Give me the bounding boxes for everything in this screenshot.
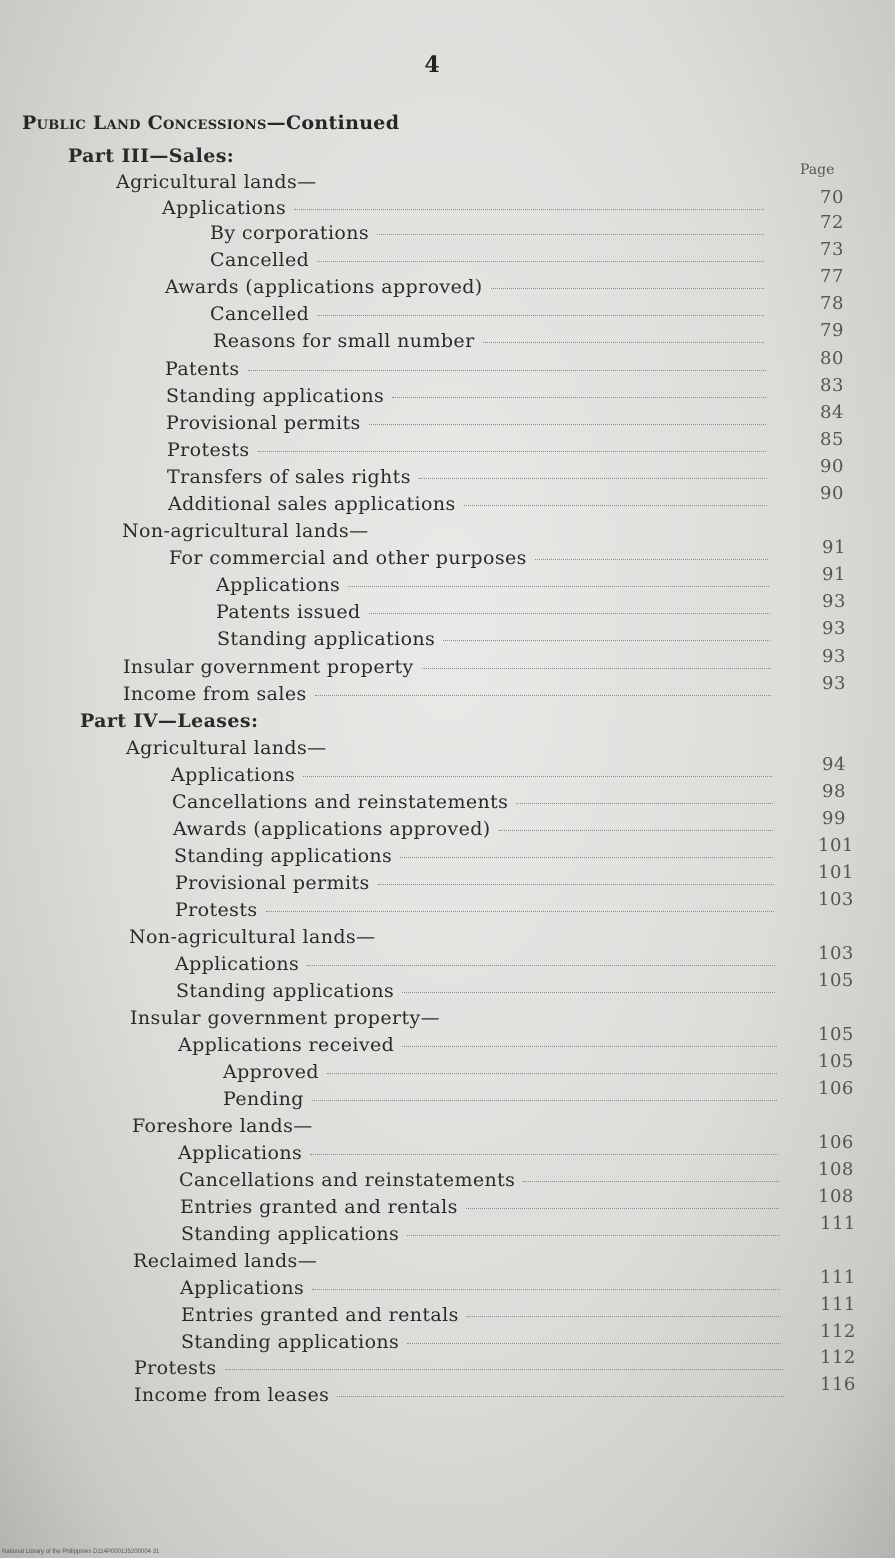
toc-entry-label: For commercial and other purposes <box>169 547 527 569</box>
dot-leader <box>400 857 773 858</box>
dot-leader <box>369 424 766 425</box>
toc-entry-page: 111 <box>820 1213 856 1234</box>
toc-entry <box>80 710 258 734</box>
dot-leader <box>407 1343 781 1344</box>
dot-leader <box>315 695 771 696</box>
toc-entry-label: Transfers of sales rights <box>167 466 411 488</box>
toc-entry-label: Part IV—Leases: <box>80 710 259 732</box>
dot-leader <box>402 992 775 993</box>
toc-entry <box>210 303 770 327</box>
toc-entry-page: 93 <box>822 618 846 639</box>
toc-entry-page: 105 <box>818 1024 854 1045</box>
toc-entry <box>162 197 770 221</box>
toc-entry <box>130 1007 440 1031</box>
toc-entry-label: Standing applications <box>181 1331 400 1353</box>
toc-entry-label: Provisional permits <box>166 412 361 434</box>
toc-entry-label: Protests <box>167 439 250 461</box>
toc-entry-page: 83 <box>820 375 844 396</box>
toc-entry <box>167 466 773 490</box>
dot-leader <box>466 1208 779 1209</box>
dot-leader <box>317 315 764 316</box>
toc-entry-page: 85 <box>820 429 844 450</box>
toc-entry-page: 105 <box>818 970 854 991</box>
toc-entry-label: Reclaimed lands— <box>133 1250 318 1272</box>
toc-entry-page: 90 <box>820 483 844 504</box>
toc-entry-page: 111 <box>820 1294 856 1315</box>
toc-entry-page: 93 <box>822 646 846 667</box>
section-title-main: Public Land Concessions <box>22 112 267 134</box>
dot-leader <box>369 613 770 614</box>
toc-entry-page: 91 <box>822 564 846 585</box>
dot-leader <box>516 803 773 804</box>
dot-leader <box>307 965 775 966</box>
dot-leader <box>310 1154 778 1155</box>
toc-entry <box>175 953 781 977</box>
toc-entry-label: Standing applications <box>181 1223 400 1245</box>
toc-entry <box>166 385 772 409</box>
dot-leader <box>225 1369 783 1370</box>
toc-entry-label: Income from leases <box>134 1384 330 1406</box>
toc-entry <box>116 171 317 195</box>
toc-entry-label: Applications <box>180 1277 305 1299</box>
dot-leader <box>392 397 766 398</box>
toc-entry-page: 103 <box>818 943 854 964</box>
toc-entry <box>174 845 779 869</box>
toc-entry-label: Reasons for small number <box>213 330 475 352</box>
toc-entry-label: Entries granted and rentals <box>180 1196 458 1218</box>
toc-entry <box>180 1277 786 1301</box>
toc-entry <box>166 412 772 436</box>
dot-leader <box>464 505 767 506</box>
toc-entry <box>181 1304 787 1328</box>
toc-entry-label: Cancellations and reinstatements <box>179 1169 516 1191</box>
toc-entry-label: Applications <box>171 764 296 786</box>
toc-entry <box>169 547 774 571</box>
page-number: 4 <box>424 52 440 78</box>
toc-entry-label: Insular government property <box>123 656 414 678</box>
toc-entry-label: Patents issued <box>216 601 361 623</box>
toc-entry <box>173 818 779 842</box>
toc-entry-page: 116 <box>820 1374 856 1395</box>
toc-entry-label: Entries granted and rentals <box>181 1304 459 1326</box>
toc-entry-label: Cancelled <box>210 303 310 325</box>
dot-leader <box>248 370 766 371</box>
dot-leader <box>266 911 774 912</box>
dot-leader <box>258 451 766 452</box>
toc-entry-label: Additional sales applications <box>168 493 456 515</box>
toc-entry-label: Awards (applications approved) <box>173 818 491 840</box>
dot-leader <box>348 586 769 587</box>
toc-entry <box>132 1115 313 1139</box>
toc-entry-page: 84 <box>820 402 844 423</box>
toc-entry-label: Cancellations and reinstatements <box>172 791 509 813</box>
dot-leader <box>483 342 764 343</box>
toc-entry-page: 90 <box>820 456 844 477</box>
toc-entry-page: 77 <box>820 266 844 287</box>
toc-entry-label: Provisional permits <box>175 872 370 894</box>
toc-entry-label: Pending <box>223 1088 304 1110</box>
toc-entry-label: Non-agricultural lands— <box>129 926 376 948</box>
dot-leader <box>294 209 764 210</box>
toc-entry <box>175 872 780 896</box>
toc-entry-page: 79 <box>820 320 844 341</box>
toc-entry-page: 101 <box>818 835 854 856</box>
toc-entry <box>172 791 779 815</box>
toc-entry <box>180 1196 785 1220</box>
toc-entry-label: Protests <box>134 1357 217 1379</box>
dot-leader <box>327 1073 777 1074</box>
toc-entry <box>68 145 234 169</box>
dot-leader <box>312 1289 780 1290</box>
toc-entry-label: Patents <box>165 358 240 380</box>
toc-entry-page: 93 <box>822 591 846 612</box>
toc-entry-label: Agricultural lands— <box>116 171 317 193</box>
toc-entry-page: 80 <box>820 348 844 369</box>
toc-entry-page: 99 <box>822 808 846 829</box>
dot-leader <box>443 640 770 641</box>
toc-entry <box>178 1142 784 1166</box>
toc-entry-page: 108 <box>818 1186 854 1207</box>
page-column-label: Page <box>800 162 835 178</box>
toc-entry-page: 112 <box>820 1347 856 1368</box>
toc-entry-page: 101 <box>818 862 854 883</box>
toc-entry-label: Applications <box>175 953 300 975</box>
toc-entry-page: 106 <box>818 1078 854 1099</box>
toc-entry <box>176 980 781 1004</box>
toc-entry-page: 70 <box>820 187 844 208</box>
footer-note: National Library of the Philippines D114P000135200004 31 <box>2 1549 160 1555</box>
section-title-suffix: —Continued <box>266 112 400 134</box>
dot-leader <box>303 776 772 777</box>
toc-entry-page: 105 <box>818 1051 854 1072</box>
dot-leader <box>467 1316 781 1317</box>
toc-entry-label: Standing applications <box>217 628 436 650</box>
toc-entry-page: 94 <box>822 754 846 775</box>
toc-entry-label: Applications received <box>178 1034 395 1056</box>
toc-entry <box>134 1384 790 1408</box>
dot-leader <box>337 1396 784 1397</box>
toc-entry-label: Applications <box>216 574 341 596</box>
toc-entry-label: Non-agricultural lands— <box>122 520 369 542</box>
toc-entry <box>122 520 368 544</box>
toc-entry <box>178 1034 783 1058</box>
toc-entry <box>181 1331 787 1355</box>
toc-entry <box>126 737 327 761</box>
toc-entry-label: Applications <box>178 1142 303 1164</box>
dot-leader <box>535 559 768 560</box>
toc-entry <box>171 764 778 788</box>
toc-entry-label: Part III—Sales: <box>68 145 235 167</box>
toc-entry-page: 72 <box>820 212 844 233</box>
dot-leader <box>491 288 764 289</box>
toc-entry <box>223 1061 783 1085</box>
toc-entry-label: Insular government property— <box>130 1007 441 1029</box>
dot-leader <box>422 668 771 669</box>
toc-entry <box>217 628 776 652</box>
dot-leader <box>317 261 764 262</box>
dot-leader <box>377 234 764 235</box>
toc-entry <box>175 899 780 923</box>
toc-entry-label: By corporations <box>210 222 370 244</box>
toc-entry-label: Standing applications <box>174 845 393 867</box>
toc-entry-label: Applications <box>162 197 287 219</box>
toc-entry-label: Approved <box>223 1061 319 1083</box>
dot-leader <box>407 1235 780 1236</box>
dot-leader <box>402 1046 777 1047</box>
dot-leader <box>378 884 774 885</box>
toc-entry <box>165 358 772 382</box>
toc-entry <box>167 439 772 463</box>
toc-entry-page: 103 <box>818 889 854 910</box>
toc-entry <box>210 222 770 246</box>
toc-entry <box>123 656 777 680</box>
toc-entry <box>134 1357 789 1381</box>
toc-entry-page: 98 <box>822 781 846 802</box>
toc-entry <box>223 1088 783 1112</box>
toc-entry <box>123 683 777 707</box>
toc-entry <box>210 249 770 273</box>
toc-entry-page: 112 <box>820 1321 856 1342</box>
dot-leader <box>523 1181 779 1182</box>
toc-entry <box>216 601 776 625</box>
toc-entry <box>133 1250 317 1274</box>
toc-entry-page: 73 <box>820 239 844 260</box>
dot-leader <box>419 478 767 479</box>
toc-entry-label: Standing applications <box>176 980 395 1002</box>
toc-entry <box>181 1223 786 1247</box>
toc-entry <box>216 574 775 598</box>
toc-entry-page: 91 <box>822 537 846 558</box>
toc-entry <box>129 926 375 950</box>
dot-leader <box>312 1100 777 1101</box>
toc-entry-label: Awards (applications approved) <box>165 276 483 298</box>
dot-leader <box>499 830 773 831</box>
toc-entry <box>213 330 770 354</box>
toc-entry-label: Agricultural lands— <box>126 737 327 759</box>
toc-entry-label: Protests <box>175 899 258 921</box>
toc-entry <box>179 1169 785 1193</box>
toc-entry-page: 111 <box>820 1267 856 1288</box>
toc-entry-page: 78 <box>820 293 844 314</box>
toc-entry-page: 108 <box>818 1159 854 1180</box>
toc-entry-label: Standing applications <box>166 385 385 407</box>
toc-entry-label: Income from sales <box>123 683 307 705</box>
toc-entry-page: 93 <box>822 673 846 694</box>
toc-entry-page: 106 <box>818 1132 854 1153</box>
toc-entry <box>165 276 770 300</box>
toc-entry-label: Cancelled <box>210 249 310 271</box>
section-title <box>22 112 399 134</box>
toc-entry <box>168 493 773 517</box>
toc-entry-label: Foreshore lands— <box>132 1115 313 1137</box>
